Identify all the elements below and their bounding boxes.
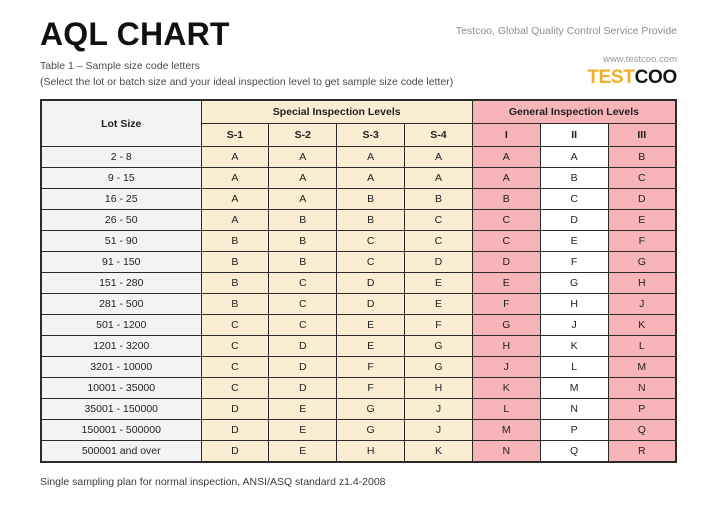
code-letter-cell: E (405, 273, 473, 294)
code-letter-cell: D (269, 336, 337, 357)
code-letter-cell: H (608, 273, 676, 294)
code-letter-cell: D (269, 357, 337, 378)
code-letter-cell: F (472, 294, 540, 315)
code-letter-cell: D (201, 399, 269, 420)
lot-size-cell: 91 - 150 (41, 252, 201, 273)
code-letter-cell: E (269, 420, 337, 441)
code-letter-cell: E (337, 315, 405, 336)
column-header-s4: S-4 (405, 124, 473, 147)
table-caption-line2: (Select the lot or batch size and your ideal inspection level to get sample size code letter) (40, 75, 454, 88)
testcoo-logo (456, 68, 677, 88)
special-levels-header: Special Inspection Levels (201, 100, 472, 124)
code-letter-cell: F (337, 357, 405, 378)
table-row (41, 357, 676, 378)
header-right (456, 16, 677, 88)
code-letter-cell: L (472, 399, 540, 420)
lot-size-cell: 51 - 90 (41, 231, 201, 252)
table-row (41, 378, 676, 399)
code-letter-cell: K (608, 315, 676, 336)
standard-note: Single sampling plan for normal inspection, ANSI/ASQ standard z1.4-2008 (40, 476, 386, 488)
code-letter-cell: D (472, 252, 540, 273)
code-letter-cell: B (201, 273, 269, 294)
code-letter-cell: F (608, 231, 676, 252)
code-letter-cell: A (472, 168, 540, 189)
code-letter-cell: H (405, 378, 473, 399)
aql-sample-size-table (40, 99, 677, 463)
code-letter-cell: N (608, 378, 676, 399)
code-letter-cell: A (472, 147, 540, 168)
code-letter-cell: J (540, 315, 608, 336)
code-letter-cell: B (269, 231, 337, 252)
code-letter-cell: A (337, 147, 405, 168)
code-letter-cell: C (269, 315, 337, 336)
column-header-i: I (472, 124, 540, 147)
table-row (41, 273, 676, 294)
code-letter-cell: G (540, 273, 608, 294)
code-letter-cell: B (540, 168, 608, 189)
code-letter-cell: C (201, 315, 269, 336)
code-letter-cell: E (405, 294, 473, 315)
code-letter-cell: A (540, 147, 608, 168)
code-letter-cell: C (269, 273, 337, 294)
table-row (41, 147, 676, 168)
lot-size-cell: 281 - 500 (41, 294, 201, 315)
lot-size-cell: 151 - 280 (41, 273, 201, 294)
lot-size-cell: 500001 and over (41, 441, 201, 463)
code-letter-cell: A (201, 210, 269, 231)
code-letter-cell: B (337, 189, 405, 210)
code-letter-cell: B (269, 210, 337, 231)
table-row (41, 399, 676, 420)
table-row (41, 441, 676, 463)
table-caption-line1: Table 1 – Sample size code letters (40, 60, 200, 72)
code-letter-cell: H (472, 336, 540, 357)
code-letter-cell: B (201, 231, 269, 252)
page-header (40, 16, 677, 90)
code-letter-cell: A (269, 168, 337, 189)
column-header-s3: S-3 (337, 124, 405, 147)
code-letter-cell: G (405, 357, 473, 378)
code-letter-cell: C (405, 231, 473, 252)
column-header-ii: II (540, 124, 608, 147)
code-letter-cell: F (405, 315, 473, 336)
company-tagline: Testcoo, Global Quality Control Service Provide (455, 25, 677, 37)
code-letter-cell: H (540, 294, 608, 315)
table-row (41, 210, 676, 231)
code-letter-cell: C (337, 231, 405, 252)
code-letter-cell: B (201, 294, 269, 315)
code-letter-cell: C (201, 378, 269, 399)
code-letter-cell: J (472, 357, 540, 378)
code-letter-cell: D (201, 420, 269, 441)
table-row (41, 420, 676, 441)
code-letter-cell: A (201, 147, 269, 168)
code-letter-cell: C (269, 294, 337, 315)
column-header-s2: S-2 (269, 124, 337, 147)
code-letter-cell: F (337, 378, 405, 399)
code-letter-cell: B (269, 252, 337, 273)
code-letter-cell: C (405, 210, 473, 231)
lot-size-cell: 501 - 1200 (41, 315, 201, 336)
code-letter-cell: A (201, 189, 269, 210)
code-letter-cell: C (201, 336, 269, 357)
page-title: AQL CHART (40, 16, 230, 52)
code-letter-cell: C (540, 189, 608, 210)
table-caption (40, 59, 453, 90)
lot-size-cell: 16 - 25 (41, 189, 201, 210)
code-letter-cell: R (608, 441, 676, 463)
table-row (41, 252, 676, 273)
code-letter-cell: C (608, 168, 676, 189)
group-header-row (41, 100, 676, 124)
code-letter-cell: K (405, 441, 473, 463)
code-letter-cell: K (540, 336, 608, 357)
code-letter-cell: Q (540, 441, 608, 463)
code-letter-cell: B (472, 189, 540, 210)
table-row (41, 168, 676, 189)
lot-size-cell: 26 - 50 (41, 210, 201, 231)
code-letter-cell: M (540, 378, 608, 399)
code-letter-cell: A (405, 168, 473, 189)
lot-size-cell: 10001 - 35000 (41, 378, 201, 399)
header-left (40, 16, 453, 90)
lot-size-cell: 9 - 15 (41, 168, 201, 189)
code-letter-cell: J (405, 420, 473, 441)
code-letter-cell: G (337, 420, 405, 441)
code-letter-cell: D (608, 189, 676, 210)
code-letter-cell: P (540, 420, 608, 441)
code-letter-cell: D (540, 210, 608, 231)
code-letter-cell: L (608, 336, 676, 357)
lot-size-cell: 2 - 8 (41, 147, 201, 168)
lot-size-cell: 1201 - 3200 (41, 336, 201, 357)
lot-size-header: Lot Size (41, 100, 201, 147)
code-letter-cell: G (405, 336, 473, 357)
lot-size-cell: 150001 - 500000 (41, 420, 201, 441)
code-letter-cell: H (337, 441, 405, 463)
code-letter-cell: C (472, 231, 540, 252)
lot-size-cell: 3201 - 10000 (41, 357, 201, 378)
code-letter-cell: M (472, 420, 540, 441)
code-letter-cell: D (337, 294, 405, 315)
code-letter-cell: G (472, 315, 540, 336)
code-letter-cell: M (608, 357, 676, 378)
code-letter-cell: B (201, 252, 269, 273)
logo-part-yellow: TEST (587, 67, 635, 88)
table-row (41, 336, 676, 357)
code-letter-cell: D (269, 378, 337, 399)
code-letter-cell: E (608, 210, 676, 231)
code-letter-cell: B (608, 147, 676, 168)
code-letter-cell: D (201, 441, 269, 463)
code-letter-cell: A (405, 147, 473, 168)
logo-part-black: COO (634, 67, 677, 88)
code-letter-cell: K (472, 378, 540, 399)
code-letter-cell: E (269, 441, 337, 463)
code-letter-cell: G (608, 252, 676, 273)
code-letter-cell: J (405, 399, 473, 420)
code-letter-cell: E (337, 336, 405, 357)
code-letter-cell: N (472, 441, 540, 463)
website-url: www.testcoo.com (603, 54, 677, 65)
code-letter-cell: C (472, 210, 540, 231)
code-letter-cell: E (540, 231, 608, 252)
code-letter-cell: G (337, 399, 405, 420)
code-letter-cell: C (201, 357, 269, 378)
aql-table-body (41, 147, 676, 463)
code-letter-cell: A (269, 147, 337, 168)
code-letter-cell: A (201, 168, 269, 189)
code-letter-cell: D (405, 252, 473, 273)
code-letter-cell: P (608, 399, 676, 420)
table-header (41, 100, 676, 147)
code-letter-cell: B (405, 189, 473, 210)
code-letter-cell: J (608, 294, 676, 315)
code-letter-cell: F (540, 252, 608, 273)
table-row (41, 294, 676, 315)
code-letter-cell: N (540, 399, 608, 420)
code-letter-cell: D (337, 273, 405, 294)
code-letter-cell: E (472, 273, 540, 294)
column-header-s1: S-1 (201, 124, 269, 147)
code-letter-cell: L (540, 357, 608, 378)
table-row (41, 189, 676, 210)
code-letter-cell: C (337, 252, 405, 273)
code-letter-cell: B (337, 210, 405, 231)
lot-size-cell: 35001 - 150000 (41, 399, 201, 420)
code-letter-cell: Q (608, 420, 676, 441)
column-header-iii: III (608, 124, 676, 147)
code-letter-cell: E (269, 399, 337, 420)
table-row (41, 315, 676, 336)
code-letter-cell: A (269, 189, 337, 210)
code-letter-cell: A (337, 168, 405, 189)
general-levels-header: General Inspection Levels (472, 100, 676, 124)
table-row (41, 231, 676, 252)
